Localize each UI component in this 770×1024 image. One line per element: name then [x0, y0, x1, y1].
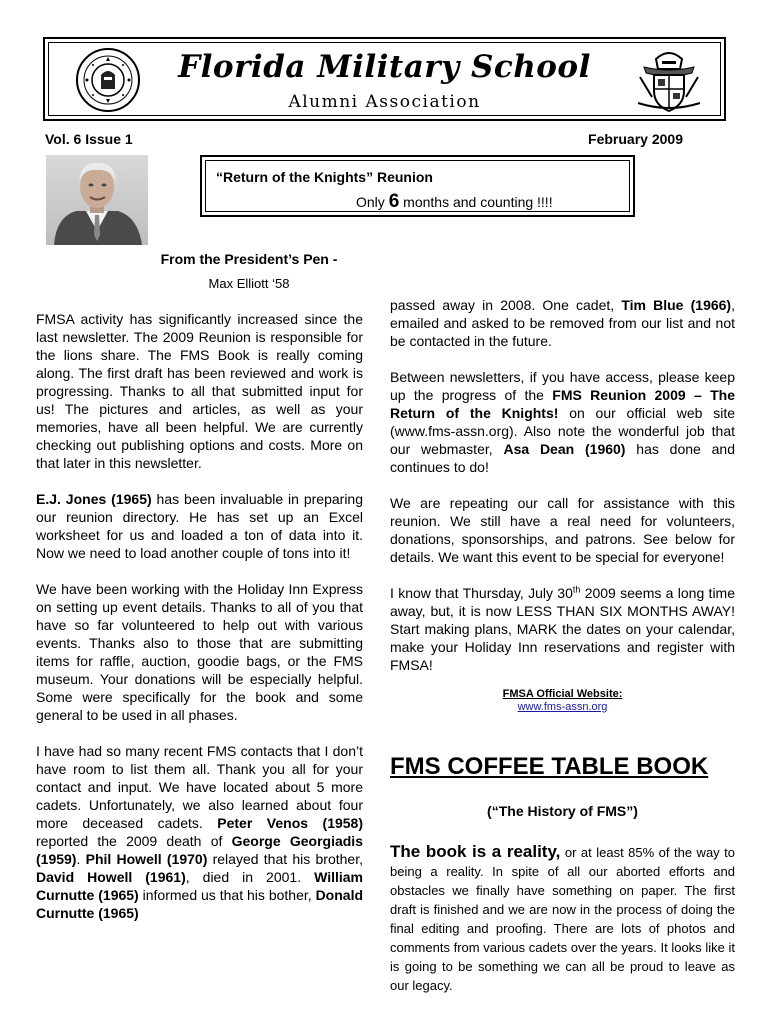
superscript: th [572, 584, 581, 595]
paragraph-text: has been invaluable in preparing our reunion directory. He has set up an Excel worksheet for us and loaded a ton of data into it. Now we need to load another couple of tons into it! [36, 491, 363, 561]
paragraph-text: relayed that his brother, [207, 851, 363, 867]
left-column [36, 310, 363, 940]
paragraph: FMSA activity has significantly increased since the last newsletter. The 2009 Reunion is responsible for the lions share. The FMS Book is really coming along. The first draft has been reviewed and work is progressing. Thanks to all that submitted input for us! The pictures and articles, as well as your memories, have all been helpful. We are currently checking out publishing options and costs. More on that later in this newsletter. [36, 311, 363, 471]
school-seal-icon [75, 47, 141, 113]
cadet-name: E.J. Jones (1965) [36, 491, 152, 507]
school-name: Florida Military School [178, 49, 591, 85]
right-column [390, 296, 735, 995]
cadet-name: George Georgiadis (1959) [36, 833, 363, 867]
reunion-countdown [356, 191, 553, 213]
association-name: Alumni Association [288, 92, 481, 112]
countdown-prefix: Only [356, 194, 385, 210]
book-lead: The book is a reality, [390, 842, 561, 861]
cadet-name: William Curnutte (1965) [36, 869, 363, 903]
paragraph-text: passed away in 2008. One cadet, [390, 297, 622, 313]
reunion-callout [200, 155, 635, 217]
president-author: Max Elliott ‘58 [208, 276, 290, 291]
paragraph: We have been working with the Holiday Inn Express on setting up event details. Thanks to all of you that have so far volunteered to help out with various events. Thanks also to those that are submitting items for raffle, auction, goodie bags, or the FMS museum. Your donations will be especially helpful. Some were specifically for the book and some general to be used in all phases. [36, 581, 363, 723]
website-link[interactable]: www.fms-assn.org [517, 701, 608, 713]
paragraph-text: informed us that his bother, [138, 887, 316, 903]
reunion-title: “Return of the Knights” Reunion [216, 169, 433, 185]
issue-number: Vol. 6 Issue 1 [45, 131, 133, 147]
paragraph-text: I know that Thursday, July 30 [390, 585, 573, 601]
countdown-number: 6 [388, 191, 400, 212]
paragraph [390, 296, 735, 350]
website-block [390, 688, 735, 714]
website-label: FMSA Official Website: [502, 688, 623, 700]
paragraph [36, 742, 363, 922]
paragraph [390, 584, 735, 674]
cadet-name: Phil Howell (1970) [85, 851, 208, 867]
reunion-name: FMS Reunion 2009 – The Return of the Knights! [390, 387, 735, 421]
president-photo [46, 155, 148, 245]
paragraph: We are repeating our call for assistance with this reunion. We still have a real need for volunteers, donations, sponsorships, and patrons. See below for details. We want this event to be special for everyone! [390, 495, 735, 565]
cadet-name: Donald Curnutte (1965) [36, 887, 364, 921]
cadet-name: Asa Dean (1960) [503, 441, 626, 457]
issue-date: February 2009 [588, 131, 683, 147]
president-heading: From the President’s Pen - [160, 251, 338, 267]
cadet-name: David Howell (1961) [36, 869, 186, 885]
book-heading: FMS COFFEE TABLE BOOK [390, 753, 709, 780]
paragraph-text: . [76, 851, 86, 867]
book-paragraph [390, 842, 735, 995]
paragraph-text: , died in 2001. [185, 869, 315, 885]
paragraph-text: on our official web site (www.fms-assn.org). Also note the wonderful job that our webmaster, [390, 405, 735, 457]
knight-crest-icon [636, 47, 702, 115]
countdown-suffix: months and counting !!!! [403, 194, 553, 210]
paragraph-text: has done and continues to do! [390, 441, 735, 475]
paragraph-text: Between newsletters, if you have access, please keep up the progress of the [390, 369, 735, 403]
paragraph-text: reported the 2009 death of [36, 833, 232, 849]
paragraph-text: I have had so many recent FMS contacts that I don’t have room to list them all. Thank you all for your contact and input. We have located about 5 more cadets. Unfortunately, we also learned about four more deceased cadets. [36, 743, 363, 831]
paragraph [36, 490, 363, 562]
cadet-name: Peter Venos (1958) [217, 815, 364, 831]
book-text: or at least 85% of the way to being a reality. In spite of all our aborted efforts and obstacles we finally have something on paper. The first draft is finished and we are now in the process of doing the final editing and proofing. There are lots of photos and comments from various cadets over the years. It looks like it is going to be something we can all be proud to leave as our legacy. [390, 845, 735, 993]
paragraph-text: 2009 seems a long time away, but, it is now LESS THAN SIX MONTHS AWAY! Start making plans, MARK the dates on your calendar, make your Holiday Inn reservations and register with FMSA! [390, 585, 735, 673]
book-subheading: (“The History of FMS”) [487, 803, 638, 819]
paragraph [390, 368, 735, 476]
paragraph-text: , emailed and asked to be removed from our list and not be contacted in the future. [390, 297, 735, 349]
cadet-name: Tim Blue (1966) [621, 297, 732, 313]
masthead [43, 37, 726, 121]
